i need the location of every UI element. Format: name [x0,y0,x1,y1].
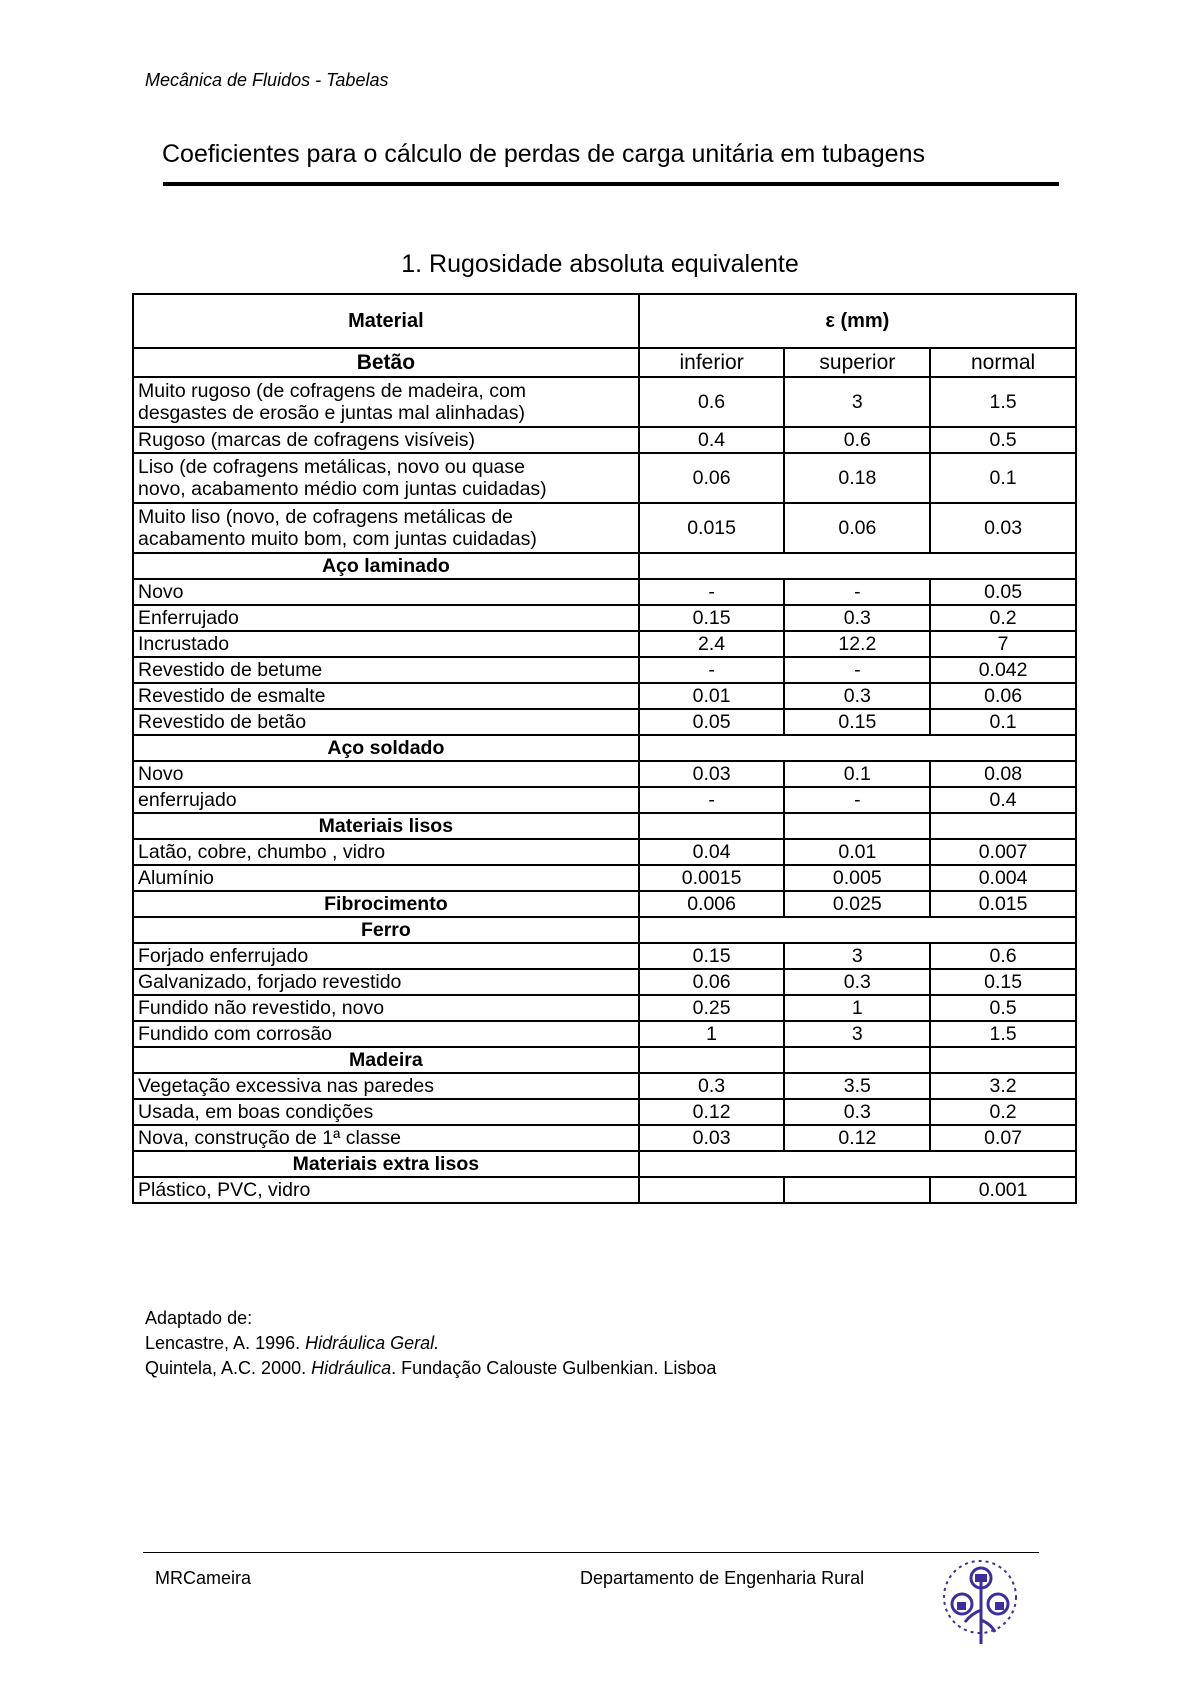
group-label: Aço soldado [133,735,639,761]
header-note: Mecânica de Fluidos - Tabelas [145,70,389,90]
group-label: Ferro [133,917,639,943]
group-empty-cell [930,1047,1076,1073]
group-empty-cell [784,813,930,839]
material-label: Enferrujado [133,605,639,631]
group-empty-cell [639,917,1076,943]
material-label: Revestido de betume [133,657,639,683]
value-inferior [639,1177,785,1203]
value-inferior: 0.015 [639,503,785,553]
value-superior: 0.3 [784,969,930,995]
value-inferior: 0.03 [639,1125,785,1151]
value-superior: 3 [784,377,930,427]
value-normal: 0.1 [930,709,1076,735]
value-superior: 3 [784,943,930,969]
material-label: Alumínio [133,865,639,891]
value-inferior: 0.25 [639,995,785,1021]
table-row [133,503,1076,553]
epsilon-unit: (mm) [840,310,890,332]
material-label: Rugoso (marcas de cofragens visíveis) [133,427,639,453]
value-superior: 1 [784,995,930,1021]
material-label: enferrujado [133,787,639,813]
value-normal: 0.042 [930,657,1076,683]
footer-department: Departamento de Engenharia Rural [580,1568,865,1588]
value-superior: 0.005 [784,865,930,891]
table-row [133,1099,1076,1125]
table-row [133,1125,1076,1151]
material-label: Incrustado [133,631,639,657]
value-inferior: - [639,579,785,605]
group-row-extra-lisos [133,1151,1076,1177]
value-normal: 7 [930,631,1076,657]
table-row [133,969,1076,995]
material-label: Muito rugoso (de cofragens de madeira, com desgastes de erosão e juntas mal alinhadas) [133,377,639,427]
table-row [133,631,1076,657]
reference-2: Quintela, A.C. 2000. Hidráulica. Fundação Calouste Gulbenkian. Lisboa [145,1358,717,1378]
material-label: Novo [133,761,639,787]
value-superior: 0.3 [784,605,930,631]
col-header-normal: normal [930,348,1076,377]
value-superior: 0.01 [784,839,930,865]
material-label: Fundido com corrosão [133,1021,639,1047]
value-superior: 0.1 [784,761,930,787]
value-inferior: 0.15 [639,605,785,631]
table-row [133,1021,1076,1047]
group-empty-cell [784,1047,930,1073]
group-label: Materiais extra lisos [133,1151,639,1177]
value-normal: 0.06 [930,683,1076,709]
group-row-aco-laminado [133,553,1076,579]
value-superior: 0.025 [784,891,930,917]
table-row [133,761,1076,787]
material-label: Revestido de betão [133,709,639,735]
footer-rule [143,1552,1039,1553]
value-superior: 12.2 [784,631,930,657]
material-label: Revestido de esmalte [133,683,639,709]
section-title: 1. Rugosidade absoluta equivalente [401,250,799,278]
value-inferior: 0.05 [639,709,785,735]
value-inferior: 0.15 [639,943,785,969]
value-normal: 0.004 [930,865,1076,891]
value-normal: 0.15 [930,969,1076,995]
value-superior: - [784,657,930,683]
table-row [133,579,1076,605]
material-label: Forjado enferrujado [133,943,639,969]
col-header-epsilon [639,294,1076,348]
value-inferior: 1 [639,1021,785,1047]
material-label: Usada, em boas condições [133,1099,639,1125]
group-row-madeira [133,1047,1076,1073]
value-normal: 1.5 [930,377,1076,427]
table-header-row [133,294,1076,348]
table-row [133,657,1076,683]
value-normal: 0.015 [930,891,1076,917]
value-superior: 0.18 [784,453,930,503]
value-superior: 3.5 [784,1073,930,1099]
value-superior: 0.12 [784,1125,930,1151]
material-label: Plástico, PVC, vidro [133,1177,639,1203]
material-label: Vegetação excessiva nas paredes [133,1073,639,1099]
group-row-aco-soldado [133,735,1076,761]
group-label: Betão [133,348,639,377]
value-superior: 0.3 [784,683,930,709]
col-header-material: Material [133,294,639,348]
value-inferior: 0.06 [639,969,785,995]
group-row-fibrocimento [133,891,1076,917]
table-row [133,605,1076,631]
col-header-inferior: inferior [639,348,785,377]
table-row [133,1177,1076,1203]
epsilon-symbol: ε [825,310,835,332]
value-inferior: 0.006 [639,891,785,917]
value-superior: 3 [784,1021,930,1047]
col-header-superior: superior [784,348,930,377]
value-normal: 0.5 [930,427,1076,453]
material-label: Fundido não revestido, novo [133,995,639,1021]
department-logo-icon [935,1552,1025,1652]
table-row [133,995,1076,1021]
value-inferior: 0.04 [639,839,785,865]
table-row [133,453,1076,503]
value-superior: 0.15 [784,709,930,735]
material-label: Muito liso (novo, de cofragens metálicas de acabamento muito bom, com juntas cuidadas) [133,503,639,553]
value-inferior: 0.6 [639,377,785,427]
value-inferior: 0.0015 [639,865,785,891]
value-inferior: - [639,657,785,683]
value-normal: 0.2 [930,1099,1076,1125]
value-inferior: 0.01 [639,683,785,709]
group-empty-cell [639,1151,1076,1177]
value-normal: 0.4 [930,787,1076,813]
value-inferior: 0.06 [639,453,785,503]
group-empty-cell [639,813,785,839]
value-inferior: 2.4 [639,631,785,657]
material-label: Nova, construção de 1ª classe [133,1125,639,1151]
value-inferior: 0.4 [639,427,785,453]
roughness-table [132,293,1077,1204]
group-label: Fibrocimento [133,891,639,917]
value-normal: 0.1 [930,453,1076,503]
value-normal: 0.6 [930,943,1076,969]
group-label: Materiais lisos [133,813,639,839]
table-row [133,1073,1076,1099]
value-superior [784,1177,930,1203]
material-label: Liso (de cofragens metálicas, novo ou quase novo, acabamento médio com juntas cuidadas) [133,453,639,503]
group-label: Aço laminado [133,553,639,579]
value-superior: 0.6 [784,427,930,453]
group-row-ferro [133,917,1076,943]
value-inferior: 0.12 [639,1099,785,1125]
value-normal: 0.05 [930,579,1076,605]
table-row [133,377,1076,427]
title-underline [163,182,1059,186]
table-row [133,839,1076,865]
value-normal: 0.2 [930,605,1076,631]
references [145,1306,716,1381]
value-superior: 0.06 [784,503,930,553]
table-row [133,943,1076,969]
table-row [133,787,1076,813]
group-empty-cell [930,813,1076,839]
material-label: Novo [133,579,639,605]
footer-author: MRCameira [155,1568,252,1588]
group-row-materiais-lisos [133,813,1076,839]
value-normal: 1.5 [930,1021,1076,1047]
value-normal: 0.5 [930,995,1076,1021]
value-inferior: - [639,787,785,813]
value-normal: 0.001 [930,1177,1076,1203]
reference-1: Lencastre, A. 1996. Hidráulica Geral. [145,1333,440,1353]
group-row-betao [133,348,1076,377]
table-row [133,865,1076,891]
value-normal: 0.08 [930,761,1076,787]
value-superior: - [784,787,930,813]
value-inferior: 0.3 [639,1073,785,1099]
value-superior: 0.3 [784,1099,930,1125]
page-title: Coeficientes para o cálculo de perdas de carga unitária em tubagens [162,140,925,168]
material-label: Galvanizado, forjado revestido [133,969,639,995]
references-intro: Adaptado de: [145,1308,253,1328]
group-label: Madeira [133,1047,639,1073]
material-label: Latão, cobre, chumbo , vidro [133,839,639,865]
table-row [133,427,1076,453]
value-normal: 0.07 [930,1125,1076,1151]
group-empty-cell [639,1047,785,1073]
group-empty-cell [639,553,1076,579]
value-normal: 3.2 [930,1073,1076,1099]
table-row [133,709,1076,735]
group-empty-cell [639,735,1076,761]
value-normal: 0.007 [930,839,1076,865]
value-normal: 0.03 [930,503,1076,553]
value-superior: - [784,579,930,605]
value-inferior: 0.03 [639,761,785,787]
table-row [133,683,1076,709]
